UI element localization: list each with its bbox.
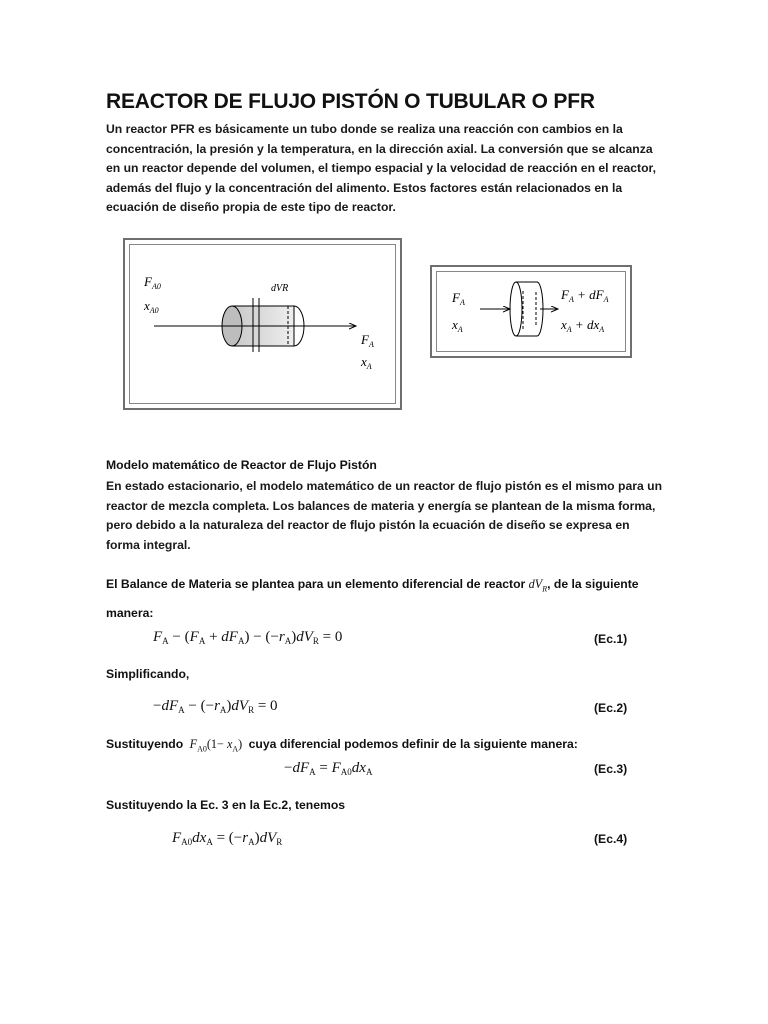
element-out-flow-label: $F_A + dF_A$ [561,287,609,304]
equation-1: $F_A - (F_A + dF_A) - (-r_A)dV_R = 0$ [153,629,343,646]
substitution-sentence-2: Sustituyendo la Ec. 3 en la Ec.2, tenemos [106,798,346,812]
element-left-face [510,282,522,336]
equation-4: $F_{A0}dx_A = (-r_A)dV_R$ [172,830,283,847]
page-title: REACTOR DE FLUJO PISTÓN O TUBULAR O PFR [106,90,595,113]
balance-text-start: El Balance de Materia se plantea para un elemento diferencial de reactor [106,577,529,591]
pfr-diagram-svg [125,240,400,408]
element-in-conversion-label: $x_A$ [452,317,463,334]
element-in-flow-label: $F_A$ [452,290,465,307]
substitution-sentence-1 [106,737,578,753]
differential-element-svg [432,267,630,356]
balance-text-end: , de la siguiente manera: [106,577,639,621]
simplificando-text: Simplificando, [106,667,190,681]
outlet-conversion-label: $x_A$ [361,354,372,371]
balance-paragraph [106,572,666,625]
outlet-flow-label: $F_A$ [361,332,374,349]
equation-1-label: (Ec.1) [594,632,628,646]
pfr-diagram [123,238,402,410]
differential-element-diagram [430,265,632,358]
section-heading: Modelo matemático de Reactor de Flujo Pistón [106,458,377,472]
intro-paragraph: Un reactor PFR es básicamente un tubo donde se realiza una reacción con cambios en la concentración, la presión y la temperatura, en la dirección axial. La conversión que se alcanza en un reactor depende del volumen, el tiempo espacial y la velocidad de reacción en el reactor, además del flujo y la concentración del alimento. Estos factores están relacionados en la ecuación de diseño propia de este tipo de reactor. [106,122,656,214]
element-volume-label: dVR [271,283,289,294]
inlet-conversion-label: $x_{A0}$ [144,298,159,315]
substitution-text-start: Sustituyendo [106,737,184,751]
inlet-flow-label: $F_{A0}$ [144,274,161,291]
balance-symbol: $dV_R$ [528,577,548,594]
equation-2: $-dF_A - (-r_A)dV_R = 0$ [153,698,278,715]
equation-3-label: (Ec.3) [594,762,628,776]
equation-2-label: (Ec.2) [594,701,628,715]
equation-3: $-dF_A = F_{A0}dx_A$ [284,760,373,777]
equation-4-label: (Ec.4) [594,832,628,846]
substitution-text-end: cuya diferencial podemos definir de la siguiente manera: [248,737,578,751]
model-paragraph: En estado estacionario, el modelo matemático de un reactor de flujo pistón es el mismo para un reactor de mezcla completa. Los balances de materia y energía se plantean de la misma forma, pero debido a la naturaleza del reactor de flujo pistón la ecuación de diseño se expresa en forma integral. [106,479,663,552]
substitution-expression: $F_{A0}(1- x_A)$ [189,737,246,754]
element-out-conversion-label: $x_A + dx_A$ [561,317,605,334]
